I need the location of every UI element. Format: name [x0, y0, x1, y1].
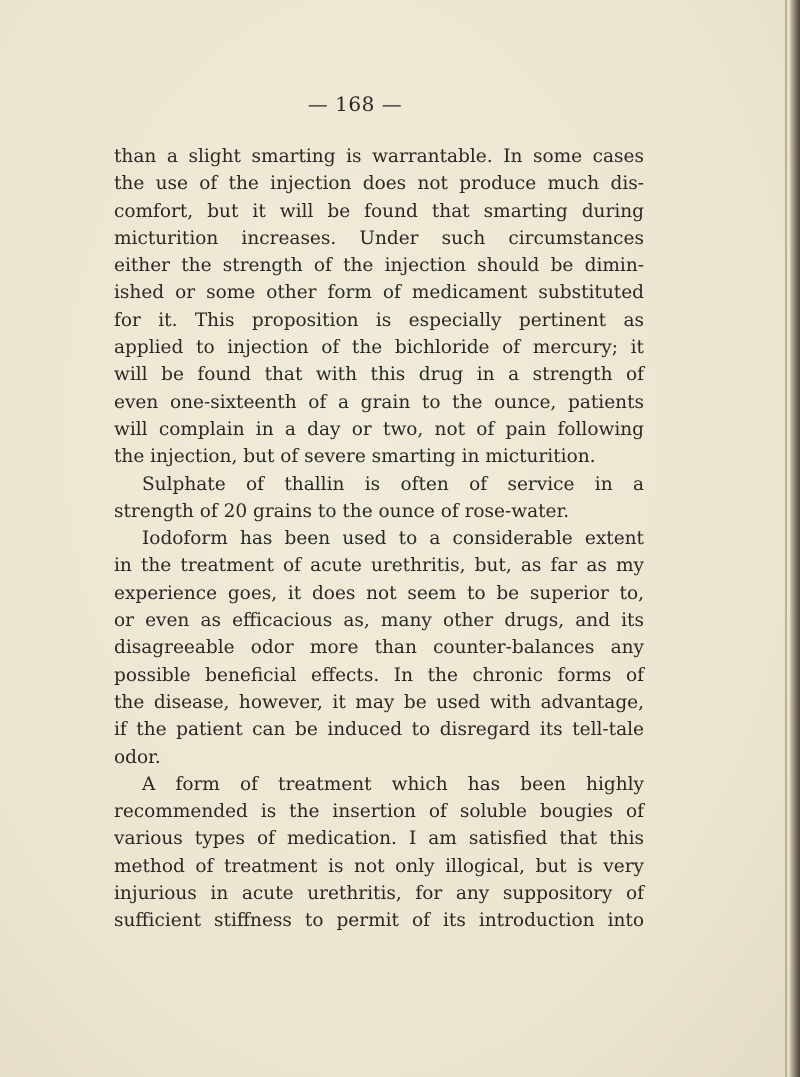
text-line: or even as efficacious as, many other drugs, and its — [114, 610, 644, 632]
text-line: the injection, but of severe smarting in micturition. — [114, 446, 596, 468]
text-line: micturition increases. Under such circumstances — [114, 227, 644, 249]
body-text — [114, 143, 644, 935]
text-line: Sulphate of thallin is often of service in a — [142, 473, 644, 495]
text-line: ished or some other form of medicament substituted — [114, 282, 644, 304]
page-binding-edge — [790, 0, 800, 1077]
text-line: recommended is the insertion of soluble bougies of — [114, 801, 644, 823]
text-line: applied to injection of the bichloride of mercury; it — [114, 337, 644, 359]
text-line: comfort, but it will be found that smarting during — [114, 200, 644, 222]
text-line: method of treatment is not only illogical, but is very — [114, 855, 644, 877]
text-line: even one-sixteenth of a grain to the ounce, patients — [114, 391, 644, 413]
text-line: for it. This proposition is especially pertinent as — [114, 309, 644, 331]
text-line: either the strength of the injection should be dimin- — [114, 255, 644, 277]
text-line: the disease, however, it may be used with advantage, — [114, 691, 644, 713]
text-line: will be found that with this drug in a strength of — [114, 364, 644, 386]
text-line: will complain in a day or two, not of pain following — [114, 418, 644, 440]
text-line: A form of treatment which has been highly — [142, 773, 644, 795]
text-line: odor. — [114, 746, 161, 768]
text-line: disagreeable odor more than counter-balances any — [114, 637, 644, 659]
text-line: the use of the injection does not produce much dis- — [114, 173, 644, 195]
text-line: injurious in acute urethritis, for any suppository of — [114, 883, 644, 905]
text-line: if the patient can be induced to disregard its tell-tale — [114, 719, 644, 741]
page-edge-line — [785, 0, 787, 1077]
text-line: sufficient stiffness to permit of its introduction into — [114, 910, 644, 932]
text-line: experience goes, it does not seem to be superior to, — [114, 582, 644, 604]
page-number: — 168 — — [307, 92, 403, 116]
text-line: Iodoform has been used to a considerable extent — [142, 528, 644, 550]
text-line: various types of medication. I am satisfied that this — [114, 828, 644, 850]
text-line: possible beneficial effects. In the chronic forms of — [114, 664, 644, 686]
text-line: than a slight smarting is warrantable. In some cases — [114, 146, 644, 167]
text-line: strength of 20 grains to the ounce of rose-water. — [114, 500, 570, 522]
text-line: in the treatment of acute urethritis, but, as far as my — [114, 555, 644, 577]
